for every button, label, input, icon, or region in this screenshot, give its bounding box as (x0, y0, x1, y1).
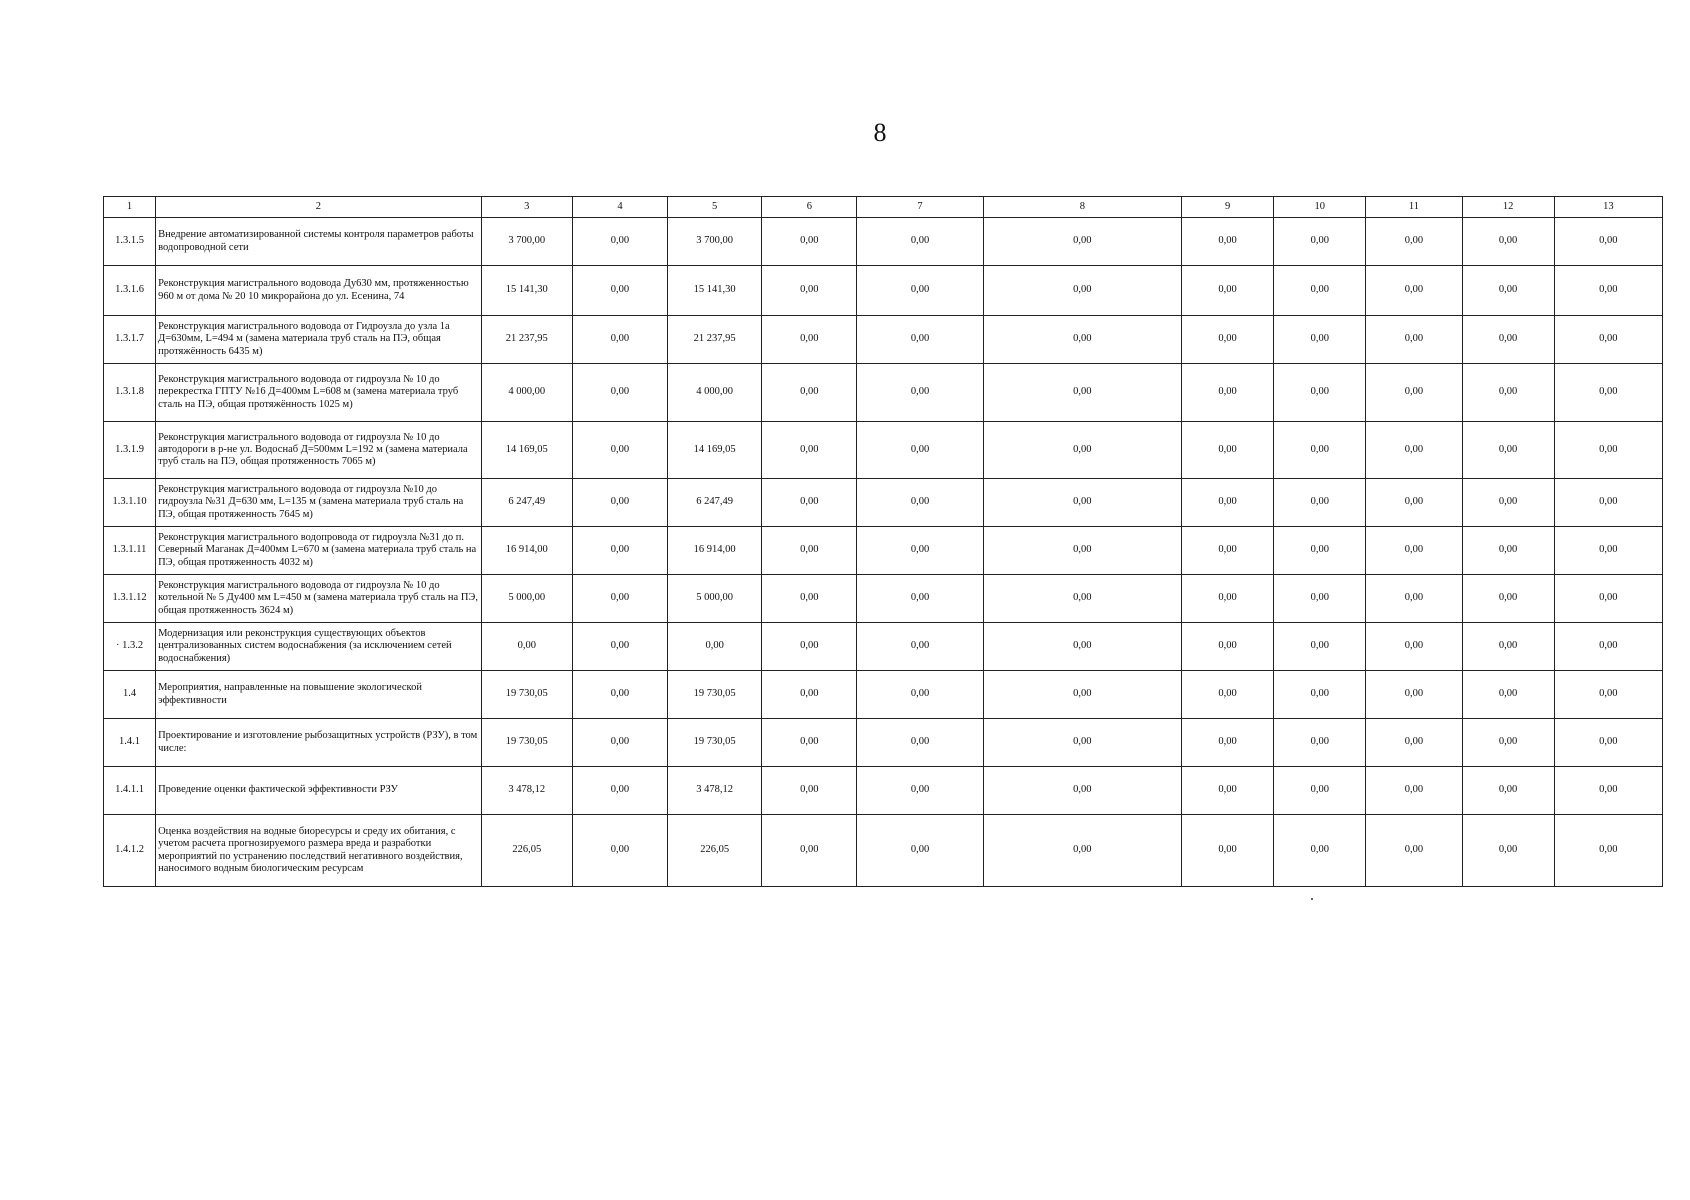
table-container (103, 196, 1663, 887)
value-cell-col-4: 0,00 (572, 671, 667, 719)
value-cell-col-5: 19 730,05 (668, 671, 762, 719)
row-code: 1.3.1.12 (104, 575, 156, 623)
value-cell-col-3: 0,00 (481, 623, 572, 671)
value-cell-col-9: 0,00 (1182, 266, 1274, 316)
column-header-10: 10 (1274, 197, 1366, 218)
value-cell-col-5: 15 141,30 (668, 266, 762, 316)
value-cell-col-13: 0,00 (1554, 422, 1662, 479)
value-cell-col-10: 0,00 (1274, 671, 1366, 719)
value-cell-col-8: 0,00 (983, 527, 1181, 575)
value-cell-col-11: 0,00 (1366, 316, 1462, 364)
value-cell-col-4: 0,00 (572, 266, 667, 316)
row-description: Реконструкция магистрального водовода от гидроузла № 10 до котельной № 5 Ду400 мм L=450 м (замена материала труб сталь на ПЭ, общая протяженность 3624 м) (156, 575, 482, 623)
value-cell-col-10: 0,00 (1274, 479, 1366, 527)
value-cell-col-3: 3 700,00 (481, 218, 572, 266)
table-row (104, 266, 1663, 316)
value-cell-col-3: 5 000,00 (481, 575, 572, 623)
value-cell-col-7: 0,00 (857, 815, 983, 887)
value-cell-col-3: 21 237,95 (481, 316, 572, 364)
table-row (104, 719, 1663, 767)
value-cell-col-10: 0,00 (1274, 719, 1366, 767)
row-code: · 1.3.2 (104, 623, 156, 671)
value-cell-col-13: 0,00 (1554, 527, 1662, 575)
value-cell-col-9: 0,00 (1182, 364, 1274, 422)
value-cell-col-5: 4 000,00 (668, 364, 762, 422)
value-cell-col-6: 0,00 (762, 218, 857, 266)
value-cell-col-7: 0,00 (857, 266, 983, 316)
column-header-6: 6 (762, 197, 857, 218)
value-cell-col-4: 0,00 (572, 479, 667, 527)
table-body (104, 218, 1663, 887)
value-cell-col-3: 15 141,30 (481, 266, 572, 316)
value-cell-col-12: 0,00 (1462, 767, 1554, 815)
value-cell-col-5: 6 247,49 (668, 479, 762, 527)
value-cell-col-12: 0,00 (1462, 815, 1554, 887)
value-cell-col-7: 0,00 (857, 623, 983, 671)
row-description: Модернизация или реконструкция существующих объектов централизованных систем водоснабжения (за исключением сетей водоснабжения) (156, 623, 482, 671)
table-row (104, 575, 1663, 623)
value-cell-col-10: 0,00 (1274, 527, 1366, 575)
column-header-7: 7 (857, 197, 983, 218)
value-cell-col-6: 0,00 (762, 719, 857, 767)
value-cell-col-9: 0,00 (1182, 479, 1274, 527)
value-cell-col-12: 0,00 (1462, 266, 1554, 316)
value-cell-col-6: 0,00 (762, 479, 857, 527)
value-cell-col-12: 0,00 (1462, 575, 1554, 623)
value-cell-col-12: 0,00 (1462, 422, 1554, 479)
value-cell-col-8: 0,00 (983, 422, 1181, 479)
row-description: Реконструкция магистрального водовода Ду630 мм, протяженностью 960 м от дома № 20 10 микрорайона до ул. Есенина, 74 (156, 266, 482, 316)
value-cell-col-12: 0,00 (1462, 623, 1554, 671)
value-cell-col-10: 0,00 (1274, 767, 1366, 815)
value-cell-col-5: 16 914,00 (668, 527, 762, 575)
row-description: Внедрение автоматизированной системы контроля параметров работы водопроводной сети (156, 218, 482, 266)
value-cell-col-10: 0,00 (1274, 316, 1366, 364)
table-row (104, 218, 1663, 266)
value-cell-col-4: 0,00 (572, 767, 667, 815)
value-cell-col-13: 0,00 (1554, 575, 1662, 623)
row-code: 1.3.1.6 (104, 266, 156, 316)
value-cell-col-12: 0,00 (1462, 671, 1554, 719)
value-cell-col-3: 19 730,05 (481, 671, 572, 719)
row-code: 1.3.1.9 (104, 422, 156, 479)
value-cell-col-11: 0,00 (1366, 767, 1462, 815)
value-cell-col-3: 3 478,12 (481, 767, 572, 815)
value-cell-col-3: 14 169,05 (481, 422, 572, 479)
value-cell-col-12: 0,00 (1462, 719, 1554, 767)
value-cell-col-13: 0,00 (1554, 815, 1662, 887)
value-cell-col-6: 0,00 (762, 623, 857, 671)
page-number: 8 (873, 118, 887, 147)
value-cell-col-3: 4 000,00 (481, 364, 572, 422)
value-cell-col-6: 0,00 (762, 364, 857, 422)
value-cell-col-4: 0,00 (572, 218, 667, 266)
value-cell-col-11: 0,00 (1366, 623, 1462, 671)
value-cell-col-4: 0,00 (572, 719, 667, 767)
value-cell-col-10: 0,00 (1274, 266, 1366, 316)
value-cell-col-9: 0,00 (1182, 575, 1274, 623)
scan-speck (1311, 898, 1313, 900)
value-cell-col-7: 0,00 (857, 527, 983, 575)
row-code: 1.3.1.10 (104, 479, 156, 527)
value-cell-col-5: 3 700,00 (668, 218, 762, 266)
column-header-9: 9 (1182, 197, 1274, 218)
row-description: Реконструкция магистрального водовода от гидроузла № 10 до автодороги в р-не ул. Водоснаб Д=500мм L=192 м (замена материала труб сталь на ПЭ, общая протяженность 7065 м) (156, 422, 482, 479)
value-cell-col-3: 19 730,05 (481, 719, 572, 767)
value-cell-col-8: 0,00 (983, 623, 1181, 671)
value-cell-col-11: 0,00 (1366, 479, 1462, 527)
value-cell-col-9: 0,00 (1182, 815, 1274, 887)
value-cell-col-7: 0,00 (857, 575, 983, 623)
value-cell-col-13: 0,00 (1554, 218, 1662, 266)
value-cell-col-4: 0,00 (572, 316, 667, 364)
value-cell-col-7: 0,00 (857, 218, 983, 266)
value-cell-col-8: 0,00 (983, 218, 1181, 266)
value-cell-col-8: 0,00 (983, 575, 1181, 623)
column-number-row (104, 197, 1663, 218)
value-cell-col-5: 3 478,12 (668, 767, 762, 815)
table-row (104, 316, 1663, 364)
value-cell-col-9: 0,00 (1182, 316, 1274, 364)
table-row (104, 767, 1663, 815)
value-cell-col-4: 0,00 (572, 364, 667, 422)
value-cell-col-12: 0,00 (1462, 364, 1554, 422)
value-cell-col-7: 0,00 (857, 364, 983, 422)
column-header-11: 11 (1366, 197, 1462, 218)
table-row (104, 364, 1663, 422)
row-code: 1.3.1.7 (104, 316, 156, 364)
column-header-4: 4 (572, 197, 667, 218)
row-description: Реконструкция магистрального водопровода от гидроузла №31 до п. Северный Маганак Д=400мм L=670 м (замена материала труб сталь на ПЭ, общая протяженность 4032 м) (156, 527, 482, 575)
value-cell-col-4: 0,00 (572, 422, 667, 479)
value-cell-col-6: 0,00 (762, 527, 857, 575)
table-row (104, 479, 1663, 527)
value-cell-col-8: 0,00 (983, 266, 1181, 316)
value-cell-col-6: 0,00 (762, 815, 857, 887)
value-cell-col-10: 0,00 (1274, 815, 1366, 887)
value-cell-col-12: 0,00 (1462, 218, 1554, 266)
value-cell-col-11: 0,00 (1366, 364, 1462, 422)
value-cell-col-8: 0,00 (983, 815, 1181, 887)
value-cell-col-11: 0,00 (1366, 815, 1462, 887)
value-cell-col-11: 0,00 (1366, 575, 1462, 623)
column-header-12: 12 (1462, 197, 1554, 218)
value-cell-col-7: 0,00 (857, 422, 983, 479)
row-code: 1.3.1.11 (104, 527, 156, 575)
value-cell-col-8: 0,00 (983, 479, 1181, 527)
column-header-2: 2 (156, 197, 482, 218)
value-cell-col-3: 16 914,00 (481, 527, 572, 575)
row-description: Проведение оценки фактической эффективности РЗУ (156, 767, 482, 815)
row-code: 1.4.1 (104, 719, 156, 767)
value-cell-col-13: 0,00 (1554, 623, 1662, 671)
column-header-8: 8 (983, 197, 1181, 218)
table-row (104, 623, 1663, 671)
value-cell-col-5: 0,00 (668, 623, 762, 671)
value-cell-col-6: 0,00 (762, 266, 857, 316)
value-cell-col-8: 0,00 (983, 767, 1181, 815)
value-cell-col-3: 6 247,49 (481, 479, 572, 527)
table-row (104, 671, 1663, 719)
value-cell-col-5: 226,05 (668, 815, 762, 887)
table-row (104, 422, 1663, 479)
value-cell-col-10: 0,00 (1274, 575, 1366, 623)
value-cell-col-9: 0,00 (1182, 719, 1274, 767)
value-cell-col-7: 0,00 (857, 479, 983, 527)
value-cell-col-10: 0,00 (1274, 422, 1366, 479)
value-cell-col-8: 0,00 (983, 671, 1181, 719)
value-cell-col-7: 0,00 (857, 671, 983, 719)
value-cell-col-12: 0,00 (1462, 316, 1554, 364)
value-cell-col-13: 0,00 (1554, 671, 1662, 719)
column-header-3: 3 (481, 197, 572, 218)
value-cell-col-4: 0,00 (572, 623, 667, 671)
value-cell-col-11: 0,00 (1366, 671, 1462, 719)
value-cell-col-13: 0,00 (1554, 316, 1662, 364)
value-cell-col-3: 226,05 (481, 815, 572, 887)
value-cell-col-4: 0,00 (572, 527, 667, 575)
value-cell-col-9: 0,00 (1182, 527, 1274, 575)
value-cell-col-6: 0,00 (762, 316, 857, 364)
value-cell-col-5: 21 237,95 (668, 316, 762, 364)
column-header-1: 1 (104, 197, 156, 218)
row-description: Реконструкция магистрального водовода от гидроузла № 10 до перекрестка ГПТУ №16 Д=400мм L=608 м (замена материала труб сталь на ПЭ, общая протяжённость 1025 м) (156, 364, 482, 422)
row-description: Мероприятия, направленные на повышение экологической эффективности (156, 671, 482, 719)
value-cell-col-5: 14 169,05 (668, 422, 762, 479)
value-cell-col-11: 0,00 (1366, 266, 1462, 316)
value-cell-col-13: 0,00 (1554, 767, 1662, 815)
value-cell-col-11: 0,00 (1366, 218, 1462, 266)
value-cell-col-6: 0,00 (762, 767, 857, 815)
value-cell-col-8: 0,00 (983, 316, 1181, 364)
value-cell-col-4: 0,00 (572, 575, 667, 623)
value-cell-col-12: 0,00 (1462, 527, 1554, 575)
value-cell-col-4: 0,00 (572, 815, 667, 887)
value-cell-col-10: 0,00 (1274, 364, 1366, 422)
table-row (104, 815, 1663, 887)
row-code: 1.3.1.5 (104, 218, 156, 266)
row-code: 1.4.1.2 (104, 815, 156, 887)
value-cell-col-9: 0,00 (1182, 671, 1274, 719)
value-cell-col-13: 0,00 (1554, 479, 1662, 527)
table-row (104, 527, 1663, 575)
value-cell-col-5: 5 000,00 (668, 575, 762, 623)
value-cell-col-6: 0,00 (762, 575, 857, 623)
value-cell-col-8: 0,00 (983, 364, 1181, 422)
value-cell-col-7: 0,00 (857, 767, 983, 815)
row-code: 1.3.1.8 (104, 364, 156, 422)
value-cell-col-8: 0,00 (983, 719, 1181, 767)
row-description: Реконструкция магистрального водовода от гидроузла №10 до гидроузла №31 Д=630 мм, L=135 м (замена материала труб сталь на ПЭ, общая протяженность 7645 м) (156, 479, 482, 527)
row-code: 1.4 (104, 671, 156, 719)
value-cell-col-6: 0,00 (762, 422, 857, 479)
investment-table (103, 196, 1663, 887)
value-cell-col-10: 0,00 (1274, 623, 1366, 671)
value-cell-col-12: 0,00 (1462, 479, 1554, 527)
row-description: Проектирование и изготовление рыбозащитных устройств (РЗУ), в том числе: (156, 719, 482, 767)
value-cell-col-5: 19 730,05 (668, 719, 762, 767)
value-cell-col-7: 0,00 (857, 719, 983, 767)
value-cell-col-13: 0,00 (1554, 719, 1662, 767)
value-cell-col-11: 0,00 (1366, 527, 1462, 575)
column-header-5: 5 (668, 197, 762, 218)
value-cell-col-9: 0,00 (1182, 218, 1274, 266)
value-cell-col-11: 0,00 (1366, 422, 1462, 479)
value-cell-col-13: 0,00 (1554, 364, 1662, 422)
value-cell-col-9: 0,00 (1182, 623, 1274, 671)
value-cell-col-9: 0,00 (1182, 767, 1274, 815)
value-cell-col-7: 0,00 (857, 316, 983, 364)
row-code: 1.4.1.1 (104, 767, 156, 815)
value-cell-col-13: 0,00 (1554, 266, 1662, 316)
value-cell-col-10: 0,00 (1274, 218, 1366, 266)
column-header-13: 13 (1554, 197, 1662, 218)
row-description: Оценка воздействия на водные биоресурсы и среду их обитания, с учетом расчета прогнозируемого размера вреда и разработки мероприятий по устранению последствий негативного воздействия, наносимого водным биологическим ресурсам (156, 815, 482, 887)
value-cell-col-9: 0,00 (1182, 422, 1274, 479)
value-cell-col-6: 0,00 (762, 671, 857, 719)
row-description: Реконструкция магистрального водовода от Гидроузла до узла 1а Д=630мм, L=494 м (замена материала труб сталь на ПЭ, общая протяжённость 6435 м) (156, 316, 482, 364)
value-cell-col-11: 0,00 (1366, 719, 1462, 767)
